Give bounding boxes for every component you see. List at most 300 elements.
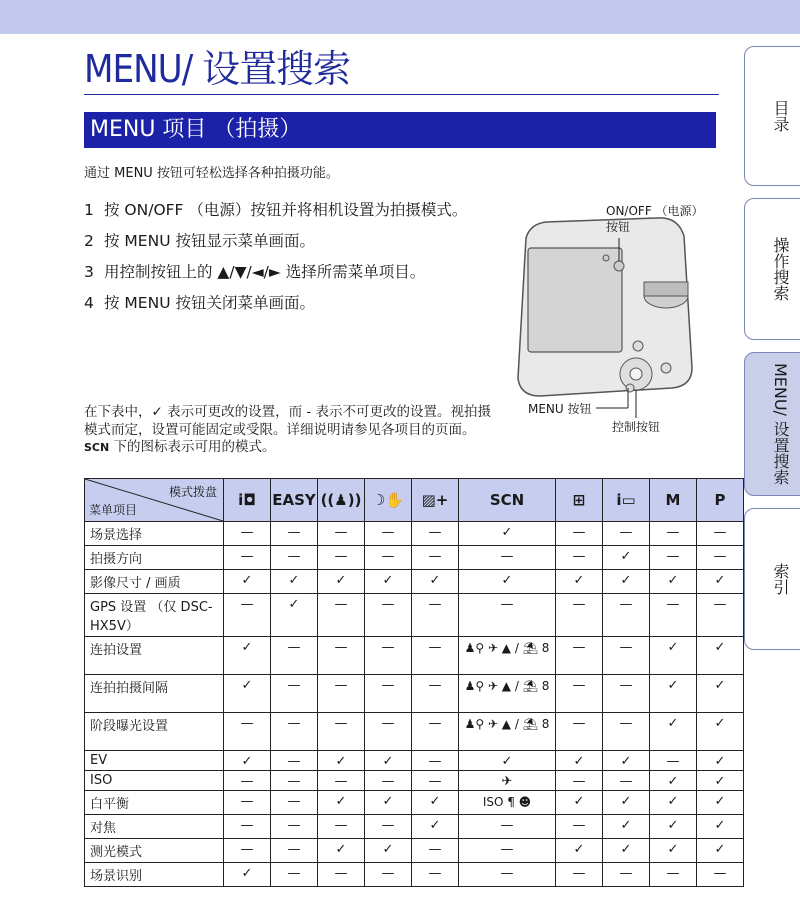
col-scn: SCN [459,479,556,522]
table-cell [556,713,603,751]
table-cell [271,522,318,546]
check-mark-icon: ✓ [382,754,394,769]
dash-mark: — [334,549,348,564]
table-row [85,546,744,570]
table-cell [271,791,318,815]
check-mark-icon: ✓ [620,842,632,857]
table-cell [412,675,459,713]
table-cell [224,839,271,863]
dash-mark: — [713,549,727,564]
dash-mark: — [240,716,254,731]
table-cell [603,713,650,751]
check-mark-icon: ✓ [501,754,513,769]
title-divider [84,94,719,95]
table-cell [603,863,650,887]
table-cell [412,522,459,546]
dash-mark: — [666,597,680,612]
table-cell [603,637,650,675]
table-cell [603,594,650,637]
row-label: EV [85,751,224,771]
table-cell [650,771,697,791]
check-mark-icon: ✓ [714,754,726,769]
dash-mark: — [381,716,395,731]
table-row [85,675,744,713]
table-cell [224,546,271,570]
dash-mark: — [381,549,395,564]
table-cell [224,637,271,675]
dash-mark: — [619,866,633,881]
table-row [85,863,744,887]
check-mark-icon: ✓ [501,573,513,588]
dash-mark: — [240,525,254,540]
dash-mark: — [572,716,586,731]
dash-mark: — [240,774,254,789]
table-cell [318,713,365,751]
table-cell [556,815,603,839]
table-cell [459,637,556,675]
check-mark-icon: ✓ [620,573,632,588]
table-cell [603,839,650,863]
table-cell [650,546,697,570]
table-cell [412,546,459,570]
dash-mark: — [619,597,633,612]
check-mark-icon: ✓ [667,794,679,809]
check-mark-icon: ✓ [714,774,726,789]
table-legend-note [84,404,494,457]
dash-mark: — [666,525,680,540]
tab-label: 索引 [771,563,790,595]
table-cell [224,751,271,771]
check-mark-icon: ✓ [382,573,394,588]
col-manual: M [650,479,697,522]
table-cell [459,815,556,839]
table-cell [224,594,271,637]
table-row [85,771,744,791]
menu-button-label: MENU 按钮 [528,402,592,416]
table-cell [603,675,650,713]
check-mark-icon: ✓ [429,794,441,809]
check-mark-icon: ✓ [667,678,679,693]
dash-mark: — [334,640,348,655]
onoff-label-2: 按钮 [606,220,631,234]
scn-label: SCN [84,441,110,454]
dash-mark: — [428,549,442,564]
table-cell [650,637,697,675]
dash-mark: — [240,794,254,809]
dash-mark: — [572,597,586,612]
table-cell [412,791,459,815]
dash-mark: — [334,597,348,612]
check-mark-icon: ✓ [241,678,253,693]
table-cell [365,522,412,546]
table-cell [365,594,412,637]
check-mark-icon: ✓ [667,842,679,857]
check-mark-icon: ✓ [288,573,300,588]
table-cell [556,570,603,594]
table-cell [318,771,365,791]
table-cell [271,751,318,771]
menu-availability-table [84,478,744,887]
table-cell [318,791,365,815]
table-row [85,594,744,637]
table-cell [365,675,412,713]
dash-mark: — [287,549,301,564]
table-cell [318,546,365,570]
dash-mark: — [240,818,254,833]
table-cell [556,522,603,546]
table-cell [650,863,697,887]
dash-mark: — [381,678,395,693]
check-mark-icon: ✓ [714,640,726,655]
dash-mark: — [572,678,586,693]
table-row [85,839,744,863]
table-cell [365,839,412,863]
dash-mark: — [619,716,633,731]
check-mark-icon: ✓ [429,573,441,588]
dash-mark: — [428,678,442,693]
row-label: GPS 设置 （仅 DSC-HX5V） [85,594,224,637]
check-mark-icon: ✓ [667,716,679,731]
row-label: 影像尺寸 / 画质 [85,570,224,594]
table-cell [412,815,459,839]
dash-mark: — [500,866,514,881]
step-item [84,229,494,253]
check-mark-icon: ✓ [241,866,253,881]
table-cell [650,675,697,713]
row-label: ISO [85,771,224,791]
scene-mode-icons: ♟⚲ ✈ ▲ / ⛱ 8 [464,679,550,693]
table-row [85,570,744,594]
step-number: 2 [84,232,94,250]
tab-label: 目录 [771,100,790,132]
table-row [85,522,744,546]
check-mark-icon: ✓ [573,794,585,809]
tab-menu-settings-search[interactable] [744,352,800,496]
row-label: 拍摄方向 [85,546,224,570]
dash-mark: — [619,678,633,693]
table-cell [459,771,556,791]
note-text: 下的图标表示可用的模式。 [109,439,276,455]
dash-mark: — [334,866,348,881]
table-cell [459,713,556,751]
table-cell [412,751,459,771]
table-cell [271,815,318,839]
dash-mark: — [381,866,395,881]
tab-label: MENU/ 设置搜索 [771,362,790,486]
dash-mark: — [287,525,301,540]
dash-mark: — [287,842,301,857]
table-cell [556,546,603,570]
table-cell [697,863,744,887]
table-cell [697,791,744,815]
dash-mark: — [428,640,442,655]
row-label: 白平衡 [85,791,224,815]
table-cell [697,713,744,751]
table-cell [224,791,271,815]
check-mark-icon: ✓ [288,597,300,612]
table-cell [271,637,318,675]
table-cell [603,771,650,791]
table-cell [556,637,603,675]
table-cell [365,546,412,570]
col-intelligent-auto: i◘ [224,479,271,522]
check-mark-icon: ✓ [241,573,253,588]
dash-mark: — [428,842,442,857]
dash-mark: — [572,525,586,540]
dash-mark: — [572,818,586,833]
table-cell [318,637,365,675]
check-mark-icon: ✓ [573,842,585,857]
dash-mark: — [500,842,514,857]
table-cell [365,791,412,815]
tab-index[interactable] [744,508,800,650]
table-cell [556,751,603,771]
step-item [84,291,494,315]
dash-mark: — [428,525,442,540]
table-cell [650,522,697,546]
step-number: 3 [84,263,94,281]
table-cell [697,839,744,863]
dash-mark: — [666,754,680,769]
col-program: P [697,479,744,522]
table-cell [459,839,556,863]
table-cell [318,570,365,594]
table-cell [365,637,412,675]
col-easy: EASY [271,479,318,522]
step-text: 按 MENU 按钮关闭菜单画面。 [104,294,315,312]
table-row [85,751,744,771]
table-cell [224,713,271,751]
table-cell [271,570,318,594]
table-cell [318,675,365,713]
row-label: 场景识别 [85,863,224,887]
page-title: MENU/ 设置搜索 [84,47,351,91]
table-cell [271,546,318,570]
check-mark-icon: ✓ [382,794,394,809]
check-mark-icon: ✓ [573,754,585,769]
table-header-row [85,479,744,522]
check-mark-icon: ✓ [667,818,679,833]
dash-mark: — [334,774,348,789]
dash-mark: — [381,525,395,540]
dash-mark: — [619,640,633,655]
col-movie: ⊞ [556,479,603,522]
table-cell [318,815,365,839]
dash-mark: — [287,794,301,809]
check-mark-icon: ✓ [382,842,394,857]
check-mark-icon: ✓ [241,754,253,769]
table-cell [365,815,412,839]
intro-text: 通过 MENU 按钮可轻松选择各种拍摄功能。 [84,166,339,181]
check-mark-icon: ✓ [501,525,513,540]
check-mark-icon: ✓ [667,573,679,588]
table-cell [556,839,603,863]
table-cell [365,570,412,594]
check-mark-icon: ✓ [335,842,347,857]
dash-mark: — [428,716,442,731]
check-mark-icon: ✓ [335,794,347,809]
table-cell [412,863,459,887]
check-mark-icon: ✓ [714,716,726,731]
table-cell [412,771,459,791]
dash-mark: — [287,818,301,833]
step-item [84,198,494,222]
table-cell [459,570,556,594]
row-label: 对焦 [85,815,224,839]
table-cell [224,863,271,887]
table-cell [271,713,318,751]
table-cell [271,594,318,637]
dash-mark: — [287,640,301,655]
tab-contents[interactable] [744,46,800,186]
dash-mark: — [500,818,514,833]
step-list [84,198,494,322]
table-row [85,815,744,839]
table-cell [697,637,744,675]
table-cell [697,522,744,546]
table-cell [459,791,556,815]
table-cell [697,815,744,839]
dash-mark: — [572,549,586,564]
tab-label: 操作搜索 [771,237,790,301]
table-cell [412,713,459,751]
menu-item-label: 菜单项目 [89,503,138,517]
check-mark-icon: ✓ [667,640,679,655]
check-mark-icon: ✓ [714,678,726,693]
table-cell [412,839,459,863]
dash-mark: — [428,754,442,769]
table-cell [224,570,271,594]
table-cell [271,675,318,713]
check-mark-icon: ✓ [667,774,679,789]
table-cell [603,546,650,570]
dash-mark: — [381,640,395,655]
check-mark-icon: ✓ [714,794,726,809]
table-cell [603,522,650,546]
table-cell [697,546,744,570]
check-mark-icon: ✓ [573,573,585,588]
dash-mark: — [334,818,348,833]
table-cell [412,637,459,675]
step-text: 按 MENU 按钮显示菜单画面。 [104,232,315,250]
table-cell [459,863,556,887]
col-sweep-panorama: i▭ [603,479,650,522]
row-label: 阶段曝光设置 [85,713,224,751]
table-cell [603,751,650,771]
row-label: 场景选择 [85,522,224,546]
table-cell [697,771,744,791]
dash-mark: — [381,597,395,612]
dash-mark: — [572,640,586,655]
table-cell [650,713,697,751]
step-text: 用控制按钮上的 ▲/▼/◄/► 选择所需菜单项目。 [104,263,426,281]
dash-mark: — [619,525,633,540]
col-handheld-twilight: ☽✋ [365,479,412,522]
step-number: 4 [84,294,94,312]
table-cell [459,522,556,546]
col-anti-blur: ((♟)) [318,479,365,522]
table-cell [650,570,697,594]
table-cell [318,863,365,887]
dash-mark: — [381,774,395,789]
check-mark-icon: ✓ [620,794,632,809]
table-cell [650,751,697,771]
check-mark-icon: ✓ [335,754,347,769]
table-cell [271,863,318,887]
dash-mark: ✈ [501,774,513,789]
table-cell [556,863,603,887]
table-cell [224,771,271,791]
table-cell [412,570,459,594]
dash-mark: — [428,774,442,789]
camera-diagram [506,196,716,436]
check-mark-icon: ✓ [620,754,632,769]
table-cell [318,751,365,771]
table-cell [650,791,697,815]
dash-mark: — [500,597,514,612]
note-text: 在下表中， [84,404,152,420]
dash-mark: — [287,754,301,769]
table-cell [318,594,365,637]
table-cell [697,570,744,594]
mode-dial-label: 模式拨盘 [168,485,217,499]
table-row [85,791,744,815]
dash-mark: — [713,597,727,612]
check-mark-icon: ✓ [620,549,632,564]
dash-mark: — [334,716,348,731]
scene-mode-icons: ♟⚲ ✈ ▲ / ⛱ 8 [464,717,550,731]
scene-mode-icons: ♟⚲ ✈ ▲ / ⛱ 8 [464,641,550,655]
top-banner [0,0,800,34]
check-mark-icon: ✓ [620,818,632,833]
dash-mark: — [428,597,442,612]
table-cell [556,675,603,713]
table-cell [459,546,556,570]
dash-mark: — [428,866,442,881]
tab-operation-search[interactable] [744,198,800,340]
control-button-label: 控制按钮 [612,420,661,434]
table-cell [271,839,318,863]
dash-mark: — [287,678,301,693]
table-cell [650,815,697,839]
dash-mark: — [287,774,301,789]
table-row [85,713,744,751]
check-mark-icon: ✓ [714,573,726,588]
dash-mark: — [500,549,514,564]
section-title: MENU 项目 （拍摄） [84,112,716,148]
dash-mark: — [572,774,586,789]
check-mark-icon: ✓ [335,573,347,588]
onoff-label: ON/OFF （电源） [606,204,704,218]
table-cell [224,522,271,546]
table-cell [650,594,697,637]
dash-mark: — [381,818,395,833]
check-mark-icon: ✓ [241,640,253,655]
check-mark-icon: ✓ [714,842,726,857]
table-cell [224,815,271,839]
table-cell [459,751,556,771]
table-cell [318,522,365,546]
check-mark-icon: ✓ [151,404,163,420]
step-number: 1 [84,201,94,219]
dash-mark: — [619,774,633,789]
dash-mark: — [334,525,348,540]
check-mark-icon: ✓ [714,818,726,833]
table-row [85,637,744,675]
table-cell [459,594,556,637]
col-backlight-hdr: ▨+ [412,479,459,522]
table-cell [459,675,556,713]
